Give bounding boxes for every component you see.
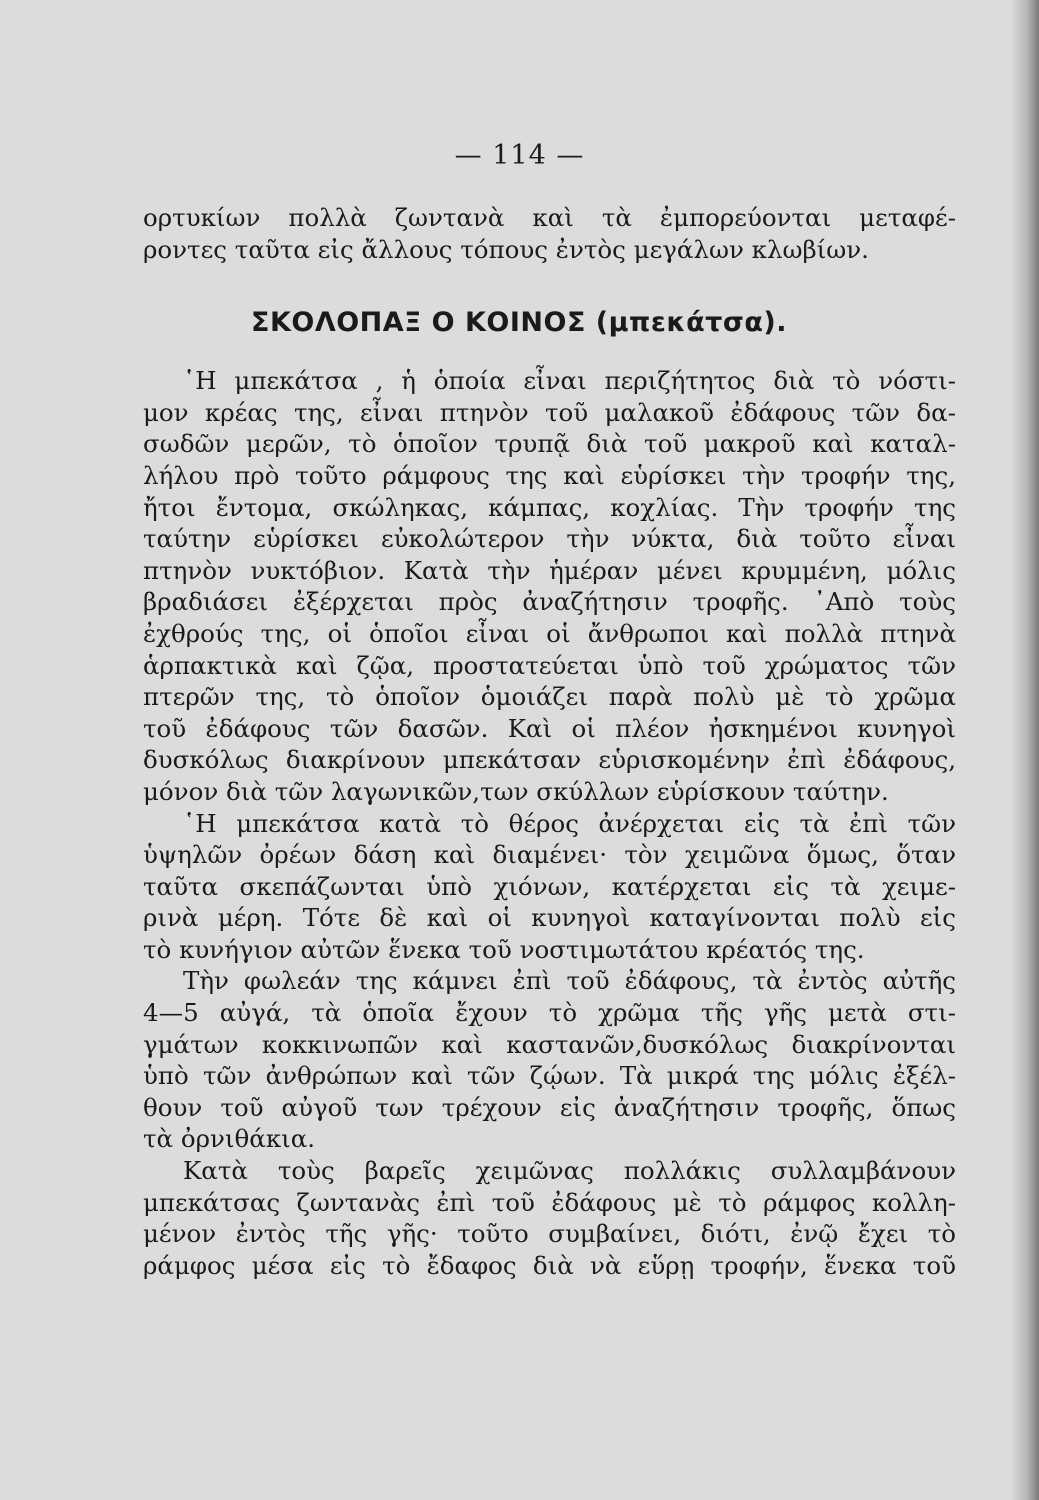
text-line: γμάτων κοκκινωπῶν καὶ καστανῶν,δυσκόλως διακρίνονται xyxy=(143,1029,956,1059)
text-line: τὸ κυνήγιον αὐτῶν ἕνεκα τοῦ νοστιμωτάτου κρέατός της. xyxy=(143,934,865,964)
text-line: ροντες ταῦτα εἰς ἄλλους τόπους ἐντὸς μεγάλων κλωβίων. xyxy=(143,234,869,264)
text-line: ὑπὸ τῶν ἀνθρώπων καὶ τῶν ζῴων. Τὰ μικρά της μόλις ἐξέλ- xyxy=(143,1061,956,1091)
page-text xyxy=(143,202,956,1281)
text-line: μόνον διὰ τῶν λαγωνικῶν,των σκύλλων εὑρίσκουν ταύτην. xyxy=(143,776,889,806)
text-line: τοῦ ἐδάφους τῶν δασῶν. Καὶ οἱ πλέον ἠσκημένοι κυνηγοὶ xyxy=(143,713,956,743)
text-line: πτερῶν της, τὸ ὁποῖον ὁμοιάζει παρὰ πολὺ μὲ τὸ χρῶμα xyxy=(143,682,956,712)
text-line: ταύτην εὑρίσκει εὐκολώτερον τὴν νύκτα, διὰ τοῦτο εἶναι xyxy=(143,524,956,554)
text-line: ἐχθρούς της, οἱ ὁποῖοι εἶναι οἱ ἄνθρωποι καὶ πολλὰ πτηνὰ xyxy=(143,618,956,648)
text-line: ρινὰ μέρη. Τότε δὲ καὶ οἱ κυνηγοὶ καταγίνονται πολὺ εἰς xyxy=(143,903,956,933)
text-line: ῾Η μπεκάτσα , ἡ ὁποία εἶναι περιζήτητος διὰ τὸ νόστι- xyxy=(183,366,956,396)
text-line: μπεκάτσας ζωντανὰς ἐπὶ τοῦ ἐδάφους μὲ τὸ ράμφος κολλη- xyxy=(143,1187,956,1217)
text-line: δυσκόλως διακρίνουν μπεκάτσαν εὑρισκομένην ἐπὶ ἐδάφους, xyxy=(143,745,956,775)
text-line: ὑψηλῶν ὀρέων δάση καὶ διαμένει· τὸν χειμῶνα ὅμως, ὅταν xyxy=(143,840,956,870)
text-line: 4—5 αὐγά, τὰ ὁποῖα ἔχουν τὸ χρῶμα τῆς γῆς μετὰ στι- xyxy=(143,998,956,1028)
text-line: ἁρπακτικὰ καὶ ζῷα, προστατεύεται ὑπὸ τοῦ χρώματος τῶν xyxy=(143,650,956,680)
text-line: ῾Η μπεκάτσα κατὰ τὸ θέρος ἀνέρχεται εἰς τὰ ἐπὶ τῶν xyxy=(183,808,956,838)
text-line: ἤτοι ἔντομα, σκώληκας, κάμπας, κοχλίας. Τὴν τροφήν της xyxy=(143,492,956,522)
text-line: μον κρέας της, εἶναι πτηνὸν τοῦ μαλακοῦ ἐδάφους τῶν δα- xyxy=(143,397,956,427)
text-line: ορτυκίων πολλὰ ζωντανὰ καὶ τὰ ἐμπορεύονται μεταφέ- xyxy=(143,203,956,232)
text-line: πτηνὸν νυκτόβιον. Κατὰ τὴν ἡμέραν μένει κρυμμένη, μόλις xyxy=(143,555,956,585)
text-line: Κατὰ τοὺς βαρεῖς χειμῶνας πολλάκις συλλαμβάνουν xyxy=(183,1156,956,1186)
text-line: ταῦτα σκεπάζωνται ὑπὸ χιόνων, κατέρχεται εἰς τὰ χειμε- xyxy=(143,871,956,901)
text-line: σωδῶν μερῶν, τὸ ὁποῖον τρυπᾷ διὰ τοῦ μακροῦ καὶ καταλ- xyxy=(143,429,956,459)
text-line: θουν τοῦ αὐγοῦ των τρέχουν εἰς ἀναζήτησιν τροφῆς, ὅπως xyxy=(143,1092,956,1122)
section-heading: ΣΚΟΛΟΠΑΞ Ο ΚΟΙΝΟΣ (μπεκάτσα). xyxy=(251,307,788,339)
text-line: λήλου πρὸ τοῦτο ράμφους της καὶ εὑρίσκει τὴν τροφήν της, xyxy=(143,460,956,490)
text-line: βραδιάσει ἐξέρχεται πρὸς ἀναζήτησιν τροφῆς. ᾿Απὸ τοὺς xyxy=(143,587,956,617)
page-number: — 114 — xyxy=(454,140,585,171)
text-line: ράμφος μέσα εἰς τὸ ἔδαφος διὰ νὰ εὕρῃ τροφήν, ἕνεκα τοῦ xyxy=(143,1250,956,1280)
text-line: μένον ἐντὸς τῆς γῆς· τοῦτο συμβαίνει, διότι, ἐνῷ ἔχει τὸ xyxy=(143,1219,956,1249)
text-line: Τὴν φωλεάν της κάμνει ἐπὶ τοῦ ἐδάφους, τὰ ἐντὸς αὐτῆς xyxy=(183,966,956,996)
spine-shadow xyxy=(1011,0,1039,1500)
text-line: τὰ ὀρνιθάκια. xyxy=(143,1124,316,1154)
